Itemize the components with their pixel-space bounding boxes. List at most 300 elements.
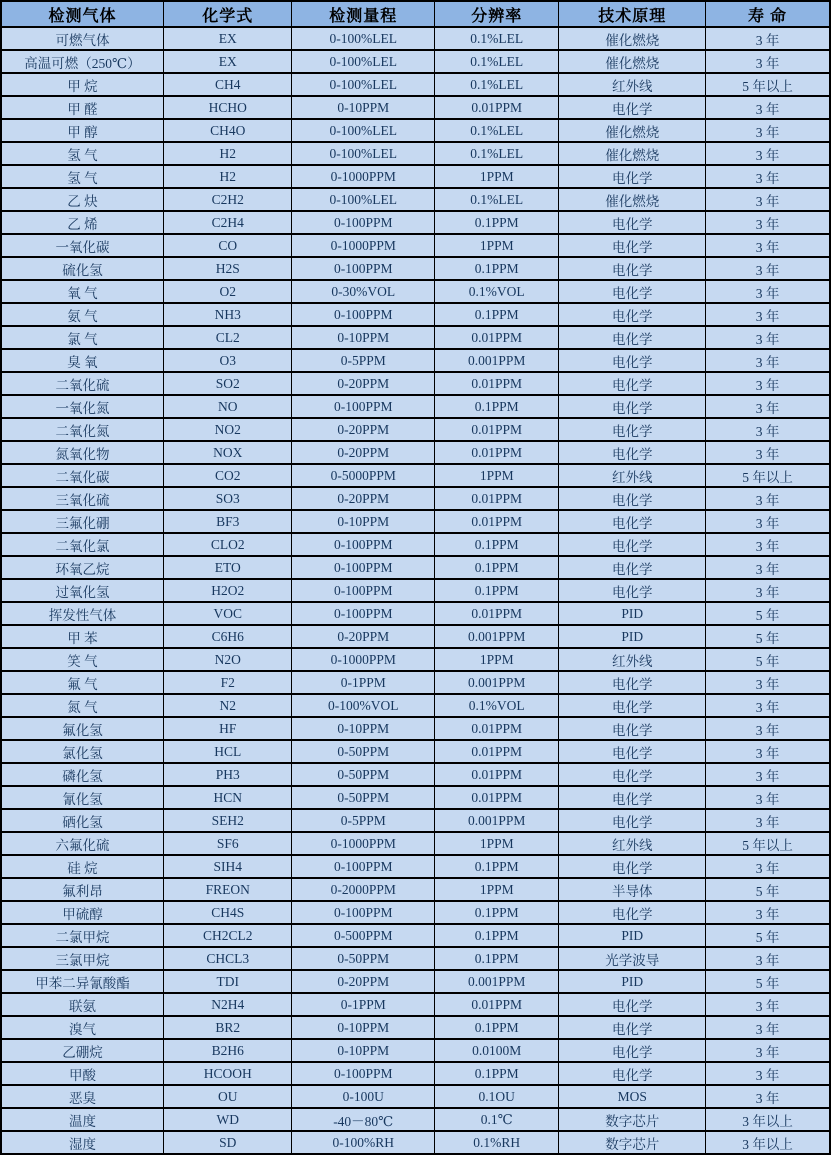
table-body [1, 27, 830, 1154]
cell-resolution: 0.1PPM [435, 257, 559, 280]
cell-detection-range: 0-1000PPM [292, 234, 435, 257]
cell-chemical-formula: C2H4 [163, 211, 291, 234]
table-row [1, 671, 830, 694]
cell-gas-name: 三氯甲烷 [1, 947, 163, 970]
cell-detection-range: 0-1000PPM [292, 648, 435, 671]
cell-chemical-formula: BF3 [163, 510, 291, 533]
cell-resolution: 0.1PPM [435, 395, 559, 418]
cell-gas-name: 氢 气 [1, 142, 163, 165]
cell-detection-range: 0-100%LEL [292, 142, 435, 165]
cell-resolution: 1PPM [435, 234, 559, 257]
cell-lifespan: 3 年 [706, 395, 830, 418]
table-row [1, 50, 830, 73]
cell-detection-range: 0-100%LEL [292, 73, 435, 96]
table-header [1, 1, 830, 27]
table-row [1, 855, 830, 878]
cell-chemical-formula: NH3 [163, 303, 291, 326]
table-row [1, 27, 830, 50]
cell-lifespan: 5 年以上 [706, 832, 830, 855]
cell-detection-range: 0-2000PPM [292, 878, 435, 901]
cell-gas-name: 氨 气 [1, 303, 163, 326]
cell-chemical-formula: CL2 [163, 326, 291, 349]
cell-resolution: 0.1%RH [435, 1131, 559, 1154]
header-cell-lifespan: 寿 命 [706, 1, 830, 27]
cell-tech-principle: 电化学 [559, 349, 706, 372]
cell-chemical-formula: HF [163, 717, 291, 740]
cell-detection-range: 0-20PPM [292, 970, 435, 993]
cell-detection-range: 0-50PPM [292, 740, 435, 763]
cell-lifespan: 3 年 [706, 1062, 830, 1085]
cell-chemical-formula: H2 [163, 165, 291, 188]
cell-chemical-formula: N2 [163, 694, 291, 717]
cell-chemical-formula: PH3 [163, 763, 291, 786]
cell-chemical-formula: SIH4 [163, 855, 291, 878]
cell-gas-name: 甲硫醇 [1, 901, 163, 924]
header-cell-principle: 技术原理 [559, 1, 706, 27]
table-row [1, 1085, 830, 1108]
cell-chemical-formula: ETO [163, 556, 291, 579]
cell-tech-principle: 电化学 [559, 579, 706, 602]
cell-lifespan: 3 年 [706, 901, 830, 924]
cell-detection-range: 0-100PPM [292, 901, 435, 924]
cell-lifespan: 5 年以上 [706, 73, 830, 96]
cell-resolution: 1PPM [435, 878, 559, 901]
table-row [1, 441, 830, 464]
cell-detection-range: 0-1PPM [292, 671, 435, 694]
cell-tech-principle: 电化学 [559, 1016, 706, 1039]
cell-resolution: 0.001PPM [435, 625, 559, 648]
cell-detection-range: 0-1PPM [292, 993, 435, 1016]
cell-detection-range: 0-100%RH [292, 1131, 435, 1154]
cell-detection-range: 0-100%LEL [292, 27, 435, 50]
table-row [1, 487, 830, 510]
cell-lifespan: 3 年 [706, 579, 830, 602]
cell-chemical-formula: H2S [163, 257, 291, 280]
cell-tech-principle: PID [559, 602, 706, 625]
table-row [1, 96, 830, 119]
cell-tech-principle: 催化燃烧 [559, 50, 706, 73]
table-row [1, 648, 830, 671]
cell-lifespan: 3 年 [706, 786, 830, 809]
table-row [1, 740, 830, 763]
cell-lifespan: 3 年 [706, 326, 830, 349]
table-row [1, 211, 830, 234]
cell-tech-principle: 电化学 [559, 809, 706, 832]
cell-detection-range: 0-20PPM [292, 418, 435, 441]
cell-resolution: 0.1%LEL [435, 50, 559, 73]
cell-tech-principle: 电化学 [559, 671, 706, 694]
cell-gas-name: 氟利昂 [1, 878, 163, 901]
cell-detection-range: 0-100PPM [292, 395, 435, 418]
cell-gas-name: 氯 气 [1, 326, 163, 349]
cell-resolution: 0.01PPM [435, 786, 559, 809]
header-cell-gas: 检测气体 [1, 1, 163, 27]
cell-detection-range: 0-50PPM [292, 947, 435, 970]
table-row [1, 303, 830, 326]
cell-chemical-formula: C6H6 [163, 625, 291, 648]
cell-chemical-formula: BR2 [163, 1016, 291, 1039]
cell-resolution: 0.1PPM [435, 901, 559, 924]
cell-detection-range: 0-10PPM [292, 510, 435, 533]
cell-gas-name: 氟化氢 [1, 717, 163, 740]
cell-gas-name: 溴气 [1, 1016, 163, 1039]
cell-resolution: 0.01PPM [435, 441, 559, 464]
cell-gas-name: 一氧化碳 [1, 234, 163, 257]
cell-detection-range: 0-100PPM [292, 533, 435, 556]
cell-gas-name: 恶臭 [1, 1085, 163, 1108]
cell-chemical-formula: F2 [163, 671, 291, 694]
cell-lifespan: 3 年 [706, 533, 830, 556]
table-row [1, 809, 830, 832]
cell-gas-name: 甲 醛 [1, 96, 163, 119]
cell-lifespan: 3 年 [706, 510, 830, 533]
table-row [1, 556, 830, 579]
table-row [1, 395, 830, 418]
cell-lifespan: 3 年 [706, 993, 830, 1016]
cell-chemical-formula: SO2 [163, 372, 291, 395]
cell-chemical-formula: CO [163, 234, 291, 257]
cell-gas-name: 高温可燃（250℃） [1, 50, 163, 73]
cell-detection-range: 0-100%LEL [292, 119, 435, 142]
cell-chemical-formula: CH4S [163, 901, 291, 924]
cell-resolution: 1PPM [435, 648, 559, 671]
table-row [1, 694, 830, 717]
cell-lifespan: 3 年 [706, 717, 830, 740]
cell-resolution: 0.1PPM [435, 924, 559, 947]
cell-tech-principle: PID [559, 625, 706, 648]
cell-resolution: 0.1PPM [435, 303, 559, 326]
cell-chemical-formula: H2O2 [163, 579, 291, 602]
cell-chemical-formula: CH4O [163, 119, 291, 142]
cell-tech-principle: 催化燃烧 [559, 27, 706, 50]
cell-lifespan: 3 年 [706, 441, 830, 464]
cell-detection-range: 0-10PPM [292, 1016, 435, 1039]
cell-chemical-formula: CLO2 [163, 533, 291, 556]
cell-chemical-formula: NO2 [163, 418, 291, 441]
cell-tech-principle: 电化学 [559, 763, 706, 786]
cell-tech-principle: MOS [559, 1085, 706, 1108]
cell-tech-principle: 红外线 [559, 464, 706, 487]
cell-detection-range: 0-50PPM [292, 763, 435, 786]
cell-resolution: 0.01PPM [435, 326, 559, 349]
cell-tech-principle: 电化学 [559, 993, 706, 1016]
cell-detection-range: 0-100PPM [292, 556, 435, 579]
cell-resolution: 0.0100M [435, 1039, 559, 1062]
cell-chemical-formula: WD [163, 1108, 291, 1131]
cell-lifespan: 3 年 [706, 188, 830, 211]
cell-chemical-formula: N2O [163, 648, 291, 671]
table-row [1, 464, 830, 487]
cell-resolution: 0.1PPM [435, 533, 559, 556]
cell-lifespan: 3 年以上 [706, 1108, 830, 1131]
cell-lifespan: 3 年 [706, 257, 830, 280]
cell-tech-principle: PID [559, 924, 706, 947]
cell-lifespan: 3 年 [706, 211, 830, 234]
cell-detection-range: 0-10PPM [292, 326, 435, 349]
cell-chemical-formula: CH4 [163, 73, 291, 96]
cell-detection-range: 0-100PPM [292, 303, 435, 326]
table-row [1, 1131, 830, 1154]
header-cell-range: 检测量程 [292, 1, 435, 27]
cell-tech-principle: 电化学 [559, 326, 706, 349]
cell-gas-name: 二氧化碳 [1, 464, 163, 487]
cell-gas-name: 甲 苯 [1, 625, 163, 648]
table-row [1, 717, 830, 740]
cell-detection-range: -40－80℃ [292, 1108, 435, 1131]
header-cell-formula: 化学式 [163, 1, 291, 27]
cell-chemical-formula: EX [163, 27, 291, 50]
cell-resolution: 0.1%LEL [435, 142, 559, 165]
cell-tech-principle: 红外线 [559, 648, 706, 671]
cell-resolution: 0.001PPM [435, 671, 559, 694]
table-row [1, 234, 830, 257]
cell-chemical-formula: C2H2 [163, 188, 291, 211]
cell-chemical-formula: OU [163, 1085, 291, 1108]
cell-gas-name: 硫化氢 [1, 257, 163, 280]
cell-lifespan: 3 年 [706, 947, 830, 970]
cell-resolution: 0.001PPM [435, 349, 559, 372]
cell-resolution: 0.01PPM [435, 763, 559, 786]
cell-lifespan: 5 年 [706, 970, 830, 993]
cell-lifespan: 3 年以上 [706, 1131, 830, 1154]
cell-lifespan: 5 年 [706, 924, 830, 947]
cell-gas-name: 氯化氢 [1, 740, 163, 763]
cell-gas-name: 氢 气 [1, 165, 163, 188]
cell-tech-principle: 催化燃烧 [559, 142, 706, 165]
cell-gas-name: 湿度 [1, 1131, 163, 1154]
cell-tech-principle: 电化学 [559, 786, 706, 809]
cell-gas-name: 可燃气体 [1, 27, 163, 50]
table-row [1, 142, 830, 165]
cell-tech-principle: 数字芯片 [559, 1108, 706, 1131]
table-row [1, 510, 830, 533]
cell-resolution: 0.1℃ [435, 1108, 559, 1131]
cell-tech-principle: 电化学 [559, 1062, 706, 1085]
table-row [1, 579, 830, 602]
table-row [1, 993, 830, 1016]
cell-chemical-formula: NOX [163, 441, 291, 464]
cell-tech-principle: 电化学 [559, 740, 706, 763]
cell-lifespan: 3 年 [706, 1039, 830, 1062]
cell-resolution: 0.1%LEL [435, 73, 559, 96]
cell-resolution: 0.1PPM [435, 1016, 559, 1039]
table-row [1, 418, 830, 441]
cell-tech-principle: 电化学 [559, 510, 706, 533]
cell-resolution: 0.01PPM [435, 717, 559, 740]
cell-detection-range: 0-100%VOL [292, 694, 435, 717]
cell-chemical-formula: HCOOH [163, 1062, 291, 1085]
cell-detection-range: 0-100PPM [292, 257, 435, 280]
table-row [1, 970, 830, 993]
cell-tech-principle: 电化学 [559, 556, 706, 579]
cell-tech-principle: 电化学 [559, 303, 706, 326]
cell-lifespan: 3 年 [706, 165, 830, 188]
cell-gas-name: 笑 气 [1, 648, 163, 671]
cell-lifespan: 3 年 [706, 349, 830, 372]
cell-lifespan: 3 年 [706, 487, 830, 510]
cell-tech-principle: 电化学 [559, 211, 706, 234]
table-row [1, 326, 830, 349]
cell-detection-range: 0-500PPM [292, 924, 435, 947]
cell-tech-principle: 电化学 [559, 441, 706, 464]
cell-tech-principle: 半导体 [559, 878, 706, 901]
cell-tech-principle: 电化学 [559, 372, 706, 395]
cell-gas-name: 臭 氧 [1, 349, 163, 372]
cell-tech-principle: 电化学 [559, 257, 706, 280]
cell-gas-name: 甲酸 [1, 1062, 163, 1085]
cell-resolution: 1PPM [435, 832, 559, 855]
cell-detection-range: 0-1000PPM [292, 832, 435, 855]
cell-lifespan: 3 年 [706, 418, 830, 441]
cell-tech-principle: 催化燃烧 [559, 188, 706, 211]
cell-chemical-formula: N2H4 [163, 993, 291, 1016]
cell-gas-name: 六氟化硫 [1, 832, 163, 855]
cell-detection-range: 0-100%LEL [292, 188, 435, 211]
cell-tech-principle: 光学波导 [559, 947, 706, 970]
cell-detection-range: 0-20PPM [292, 441, 435, 464]
cell-tech-principle: 红外线 [559, 73, 706, 96]
cell-gas-name: 硅 烷 [1, 855, 163, 878]
cell-detection-range: 0-5PPM [292, 349, 435, 372]
cell-lifespan: 3 年 [706, 50, 830, 73]
cell-gas-name: 磷化氢 [1, 763, 163, 786]
cell-chemical-formula: NO [163, 395, 291, 418]
header-row [1, 1, 830, 27]
table-row [1, 533, 830, 556]
cell-tech-principle: 电化学 [559, 418, 706, 441]
cell-lifespan: 3 年 [706, 234, 830, 257]
cell-chemical-formula: EX [163, 50, 291, 73]
cell-lifespan: 3 年 [706, 763, 830, 786]
table-row [1, 924, 830, 947]
cell-detection-range: 0-100U [292, 1085, 435, 1108]
cell-tech-principle: 电化学 [559, 165, 706, 188]
cell-lifespan: 3 年 [706, 855, 830, 878]
cell-chemical-formula: O2 [163, 280, 291, 303]
cell-resolution: 0.001PPM [435, 970, 559, 993]
cell-gas-name: 二氧化氮 [1, 418, 163, 441]
cell-lifespan: 3 年 [706, 740, 830, 763]
cell-tech-principle: 电化学 [559, 855, 706, 878]
cell-gas-name: 乙 炔 [1, 188, 163, 211]
cell-detection-range: 0-10PPM [292, 1039, 435, 1062]
table-row [1, 786, 830, 809]
cell-gas-name: 环氧乙烷 [1, 556, 163, 579]
cell-tech-principle: 红外线 [559, 832, 706, 855]
cell-gas-name: 氮 气 [1, 694, 163, 717]
cell-chemical-formula: H2 [163, 142, 291, 165]
cell-resolution: 1PPM [435, 165, 559, 188]
cell-detection-range: 0-100%LEL [292, 50, 435, 73]
header-cell-resolution: 分辨率 [435, 1, 559, 27]
cell-detection-range: 0-5000PPM [292, 464, 435, 487]
cell-chemical-formula: CO2 [163, 464, 291, 487]
table-row [1, 625, 830, 648]
table-row [1, 349, 830, 372]
cell-gas-name: 二氧化氯 [1, 533, 163, 556]
cell-lifespan: 3 年 [706, 303, 830, 326]
table-row [1, 1108, 830, 1131]
cell-resolution: 0.1%LEL [435, 119, 559, 142]
cell-gas-name: 二氧化硫 [1, 372, 163, 395]
cell-chemical-formula: CH2CL2 [163, 924, 291, 947]
cell-tech-principle: 电化学 [559, 717, 706, 740]
cell-tech-principle: 电化学 [559, 234, 706, 257]
cell-chemical-formula: O3 [163, 349, 291, 372]
cell-detection-range: 0-10PPM [292, 96, 435, 119]
cell-detection-range: 0-100PPM [292, 855, 435, 878]
cell-resolution: 0.01PPM [435, 96, 559, 119]
cell-chemical-formula: SD [163, 1131, 291, 1154]
cell-gas-name: 乙硼烷 [1, 1039, 163, 1062]
cell-resolution: 0.1PPM [435, 579, 559, 602]
cell-resolution: 0.01PPM [435, 487, 559, 510]
table-row [1, 1062, 830, 1085]
cell-detection-range: 0-20PPM [292, 487, 435, 510]
cell-resolution: 0.1%LEL [435, 27, 559, 50]
cell-tech-principle: 电化学 [559, 280, 706, 303]
cell-lifespan: 3 年 [706, 96, 830, 119]
cell-chemical-formula: HCL [163, 740, 291, 763]
cell-resolution: 0.1PPM [435, 211, 559, 234]
cell-chemical-formula: VOC [163, 602, 291, 625]
cell-detection-range: 0-100PPM [292, 211, 435, 234]
cell-lifespan: 3 年 [706, 27, 830, 50]
cell-gas-name: 温度 [1, 1108, 163, 1131]
cell-tech-principle: 电化学 [559, 487, 706, 510]
cell-chemical-formula: TDI [163, 970, 291, 993]
cell-resolution: 0.1PPM [435, 1062, 559, 1085]
table-row [1, 165, 830, 188]
cell-resolution: 0.001PPM [435, 809, 559, 832]
cell-lifespan: 3 年 [706, 372, 830, 395]
cell-gas-name: 一氧化氮 [1, 395, 163, 418]
cell-tech-principle: 电化学 [559, 901, 706, 924]
table-row [1, 188, 830, 211]
cell-resolution: 0.1PPM [435, 855, 559, 878]
table-row [1, 1016, 830, 1039]
cell-tech-principle: 电化学 [559, 395, 706, 418]
cell-resolution: 0.1OU [435, 1085, 559, 1108]
cell-detection-range: 0-20PPM [292, 625, 435, 648]
table-row [1, 763, 830, 786]
cell-resolution: 0.1PPM [435, 556, 559, 579]
cell-detection-range: 0-1000PPM [292, 165, 435, 188]
cell-gas-name: 甲 醇 [1, 119, 163, 142]
cell-resolution: 0.01PPM [435, 418, 559, 441]
cell-chemical-formula: SEH2 [163, 809, 291, 832]
cell-tech-principle: 数字芯片 [559, 1131, 706, 1154]
cell-resolution: 0.1PPM [435, 947, 559, 970]
cell-gas-name: 氰化氢 [1, 786, 163, 809]
cell-gas-name: 氮氧化物 [1, 441, 163, 464]
cell-gas-name: 三氟化硼 [1, 510, 163, 533]
cell-chemical-formula: HCHO [163, 96, 291, 119]
cell-resolution: 0.01PPM [435, 372, 559, 395]
cell-detection-range: 0-10PPM [292, 717, 435, 740]
cell-chemical-formula: SF6 [163, 832, 291, 855]
cell-gas-name: 联氨 [1, 993, 163, 1016]
cell-detection-range: 0-100PPM [292, 602, 435, 625]
cell-tech-principle: 电化学 [559, 533, 706, 556]
cell-gas-name: 甲 烷 [1, 73, 163, 96]
cell-lifespan: 3 年 [706, 809, 830, 832]
cell-detection-range: 0-50PPM [292, 786, 435, 809]
cell-lifespan: 3 年 [706, 1085, 830, 1108]
table-row [1, 901, 830, 924]
cell-chemical-formula: FREON [163, 878, 291, 901]
cell-tech-principle: 电化学 [559, 96, 706, 119]
